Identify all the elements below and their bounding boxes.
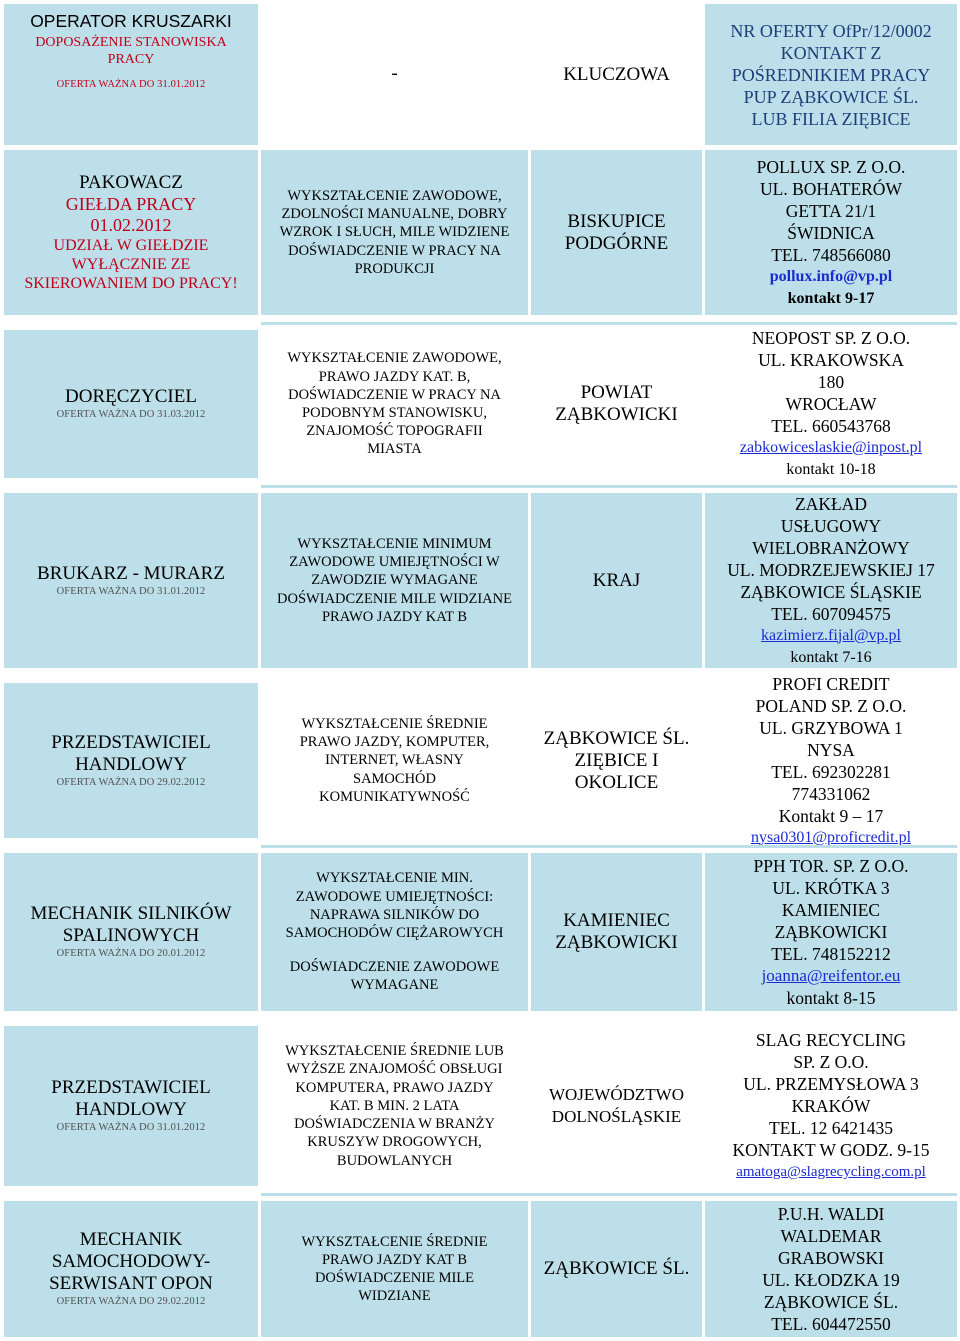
position-cell — [4, 150, 258, 315]
position-title: MECHANIK SILNIKÓW SPALINOWYCH — [30, 903, 232, 946]
offer-validity: OFERTA WAŻNA DO 31.01.2012 — [56, 585, 206, 597]
employer-name: P.U.H. WALDI WALDEMAR GRABOWSKI — [777, 1204, 885, 1268]
position-cell — [4, 493, 258, 668]
employer-city: ŚWIDNICA — [787, 222, 875, 243]
position-title: MECHANIK SAMOCHODOWY-SERWISANT OPON — [49, 1229, 213, 1294]
employer-street: UL. KRAKOWSKA 180 — [758, 350, 904, 392]
position-cell — [4, 683, 258, 838]
location-cell — [531, 493, 702, 668]
employer-name: PROFI CREDIT POLAND SP. Z O.O. — [755, 673, 907, 716]
row-separator — [261, 485, 957, 488]
location-cell — [531, 1201, 702, 1337]
requirements-cell — [261, 493, 528, 668]
row-separator — [261, 845, 957, 848]
offer-validity: OFERTA WAŻNA DO 29.02.2012 — [56, 776, 206, 788]
employer-name: NEOPOST SP. Z O.O. — [751, 328, 911, 348]
requirements-text: WYKSZTAŁCENIE ŚREDNIE PRAWO JAZDY KAT B DOŚWIADCZENIE MILE WIDZIANE — [301, 1233, 488, 1305]
location-text: POWIAT ZĄBKOWICKI — [555, 382, 678, 425]
employer-hours: KONTAKT W GODZ. 9-15 — [732, 1140, 930, 1160]
requirements-text: WYKSZTAŁCENIE MIN. ZAWODOWE UMIEJĘTNOŚCI: NAPRAWA SILNIKÓW DO SAMOCHODÓW CIĘŻAROWYCH — [285, 870, 504, 941]
employer-city: KRAKÓW — [791, 1096, 871, 1116]
job-fair-date: 01.02.2012 — [90, 215, 172, 235]
location-cell — [531, 683, 702, 838]
employer-line: PUP ZĄBKOWICE ŚL. — [743, 86, 919, 107]
employer-cell — [705, 673, 957, 846]
employer-name: POLLUX SP. Z O.O. — [756, 156, 906, 177]
offer-validity: OFERTA WAŻNA DO 31.03.2012 — [56, 409, 206, 420]
job-fair-note: UDZIAŁ W GIEŁDZIE WYŁĄCZNIE ZE SKIEROWANIEM DO PRACY! — [24, 237, 238, 292]
employer-city: ZĄBKOWICE ŚL. — [763, 1292, 899, 1312]
offer-validity: OFERTA WAŻNA DO 20.01.2012 — [56, 948, 206, 959]
employer-line: POŚREDNIKIEM PRACY — [731, 64, 931, 85]
location-text: BISKUPICE PODGÓRNE — [564, 210, 669, 254]
requirements-text: WYKSZTAŁCENIE ZAWODOWE, PRAWO JAZDY KAT. B, DOŚWIADCZENIE W PRACY NA PODOBNYM STANOWISKU, ZNAJOMOŚĆ TOPOGRAFII MIASTA — [287, 350, 502, 458]
employer-phone: TEL. 604472550 — [771, 1314, 891, 1334]
employer-line: LUB FILIA ZIĘBICE — [751, 108, 911, 129]
employer-street: UL. PRZEMYSŁOWA 3 — [743, 1074, 919, 1094]
employer-email[interactable]: joanna@reifentor.eu — [761, 966, 901, 985]
offer-row-7 — [4, 1026, 957, 1186]
offer-row-5 — [4, 673, 957, 846]
employer-hours: kontakt 8-15 — [786, 988, 876, 1008]
position-title: BRUKARZ - MURARZ — [37, 562, 225, 584]
position-cell — [4, 4, 258, 145]
employer-cell — [705, 853, 957, 1011]
position-title: PRZEDSTAWICIEL HANDLOWY — [51, 1077, 211, 1120]
employer-city: WROCŁAW — [785, 394, 877, 414]
location-text: KAMIENIEC ZĄBKOWICKI — [555, 910, 678, 953]
location-text: KRAJ — [592, 569, 641, 591]
employer-hours: Kontakt 9 – 17 — [778, 805, 884, 826]
offer-row-6 — [4, 853, 957, 1011]
row-separator — [261, 1193, 957, 1196]
requirements-cell — [261, 1026, 528, 1186]
requirements-cell — [261, 330, 528, 478]
position-title: OPERATOR KRUSZARKI — [30, 11, 232, 31]
row-separator — [261, 322, 957, 325]
offer-row-8 — [4, 1201, 957, 1337]
employer-phone: TEL. 748566080 — [771, 244, 891, 265]
location-text: ZĄBKOWICE ŚL. — [543, 1258, 690, 1279]
employer-hours: kontakt 9-17 — [787, 289, 875, 307]
employer-name: SLAG RECYCLING SP. Z O.O. — [755, 1030, 907, 1072]
position-cell — [4, 1026, 258, 1186]
employer-cell — [705, 4, 957, 145]
position-title: PAKOWACZ — [79, 172, 183, 193]
location-cell — [531, 150, 702, 315]
offer-row-4 — [4, 493, 957, 668]
location-cell — [531, 330, 702, 478]
location-text: ZĄBKOWICE ŚL. ZIĘBICE I OKOLICE — [543, 727, 690, 793]
offer-number: NR OFERTY OfPr/12/0002 — [730, 20, 932, 41]
requirements-text: WYKSZTAŁCENIE ŚREDNIE PRAWO JAZDY, KOMPUTER, INTERNET, WŁASNY SAMOCHÓD KOMUNIKATYWNOŚĆ — [299, 715, 490, 805]
offer-validity: OFERTA WAŻNA DO 31.01.2012 — [56, 1122, 206, 1133]
offer-row-2 — [4, 150, 957, 315]
location-text: WOJEWÓDZTWO DOLNOŚLĄSKIE — [548, 1085, 684, 1126]
job-fair-label: GIEŁDA PRACY — [65, 194, 197, 214]
employer-street: UL. MODRZEJEWSKIEJ 17 — [727, 559, 935, 580]
location-text: KLUCZOWA — [563, 63, 670, 85]
employer-name: PPH TOR. SP. Z O.O. — [753, 856, 909, 876]
employer-street: UL. KRÓTKA 3 — [772, 878, 890, 898]
requirements-text: WYKSZTAŁCENIE ŚREDNIE LUB WYŻSZE ZNAJOMOŚĆ OBSŁUGI KOMPUTERA, PRAWO JAZDY KAT. B MIN. 2 LATA DOŚWIADCZENIA W BRANŻY KRUSZYW DROGOWYCH, BUDOWLANYCH — [285, 1043, 504, 1169]
employer-phone: TEL. 12 6421435 — [769, 1118, 893, 1138]
employer-cell — [705, 330, 957, 478]
location-cell — [531, 4, 702, 145]
position-cell — [4, 330, 258, 478]
requirements-cell — [261, 4, 528, 145]
requirements-cell — [261, 150, 528, 315]
requirements-text: - — [391, 63, 398, 85]
employer-cell — [705, 150, 957, 315]
employer-email[interactable]: amatoga@slagrecycling.com.pl — [736, 1164, 926, 1180]
employer-phone-2: 774331062 — [791, 783, 871, 804]
offer-row-1 — [4, 4, 957, 145]
requirements-text: WYKSZTAŁCENIE ZAWODOWE, ZDOLNOŚCI MANUALNE, DOBRY WZROK I SŁUCH, MILE WIDZIENE DOŚWIADCZENIE W PRACY NA PRODUKCJI — [279, 187, 510, 277]
employer-email[interactable]: kazimierz.fijal@vp.pl — [760, 626, 901, 644]
employer-street: UL. BOHATERÓW GETTA 21/1 — [760, 178, 902, 221]
employer-cell — [705, 1201, 957, 1337]
employer-street: UL. KŁODZKA 19 — [762, 1270, 900, 1290]
requirements-experience: DOŚWIADCZENIE ZAWODOWE WYMAGANE — [289, 959, 500, 994]
employer-phone: TEL. 748152212 — [771, 944, 891, 964]
requirements-cell — [261, 1201, 528, 1337]
location-cell — [531, 853, 702, 1011]
position-cell — [4, 853, 258, 1011]
employer-city: KAMIENIEC ZĄBKOWICKI — [774, 900, 888, 942]
employer-city: ZĄBKOWICE ŚLĄSKIE — [740, 581, 922, 602]
employer-line: KONTAKT Z — [780, 42, 882, 63]
requirements-text: WYKSZTAŁCENIE MINIMUM ZAWODOWE UMIEJĘTNOŚCI W ZAWODZIE WYMAGANE DOŚWIADCZENIE MILE WIDZIANE PRAWO JAZDY KAT B — [277, 535, 512, 625]
position-subtitle: DOPOSAŻENIE STANOWISKA PRACY — [35, 35, 227, 67]
employer-cell — [705, 493, 957, 668]
requirements-cell — [261, 853, 528, 1011]
employer-cell — [705, 1026, 957, 1186]
offer-validity: OFERTA WAŻNA DO 31.01.2012 — [56, 79, 206, 90]
employer-phone: TEL. 692302281 — [771, 761, 891, 782]
position-title: DORĘCZYCIEL — [65, 386, 197, 407]
position-cell — [4, 1201, 258, 1337]
requirements-cell — [261, 683, 528, 838]
employer-name: ZAKŁAD USŁUGOWY WIELOBRANŻOWY — [752, 493, 910, 558]
position-title: PRZEDSTAWICIEL HANDLOWY — [51, 731, 211, 775]
employer-email[interactable]: nysa0301@proficredit.pl — [750, 828, 912, 846]
employer-hours: kontakt 10-18 — [786, 461, 876, 478]
offer-row-3 — [4, 330, 957, 478]
employer-phone: TEL. 607094575 — [771, 603, 891, 624]
employer-phone: TEL. 660543768 — [771, 416, 891, 436]
location-cell — [531, 1026, 702, 1186]
employer-street: UL. GRZYBOWA 1 NYSA — [759, 717, 903, 760]
employer-email[interactable]: zabkowiceslaskie@inpost.pl — [739, 439, 923, 456]
employer-hours: kontakt 7-16 — [790, 648, 872, 666]
employer-email[interactable]: pollux.info@vp.pl — [769, 267, 893, 285]
offer-validity: OFERTA WAŻNA DO 29.02.2012 — [56, 1296, 206, 1307]
